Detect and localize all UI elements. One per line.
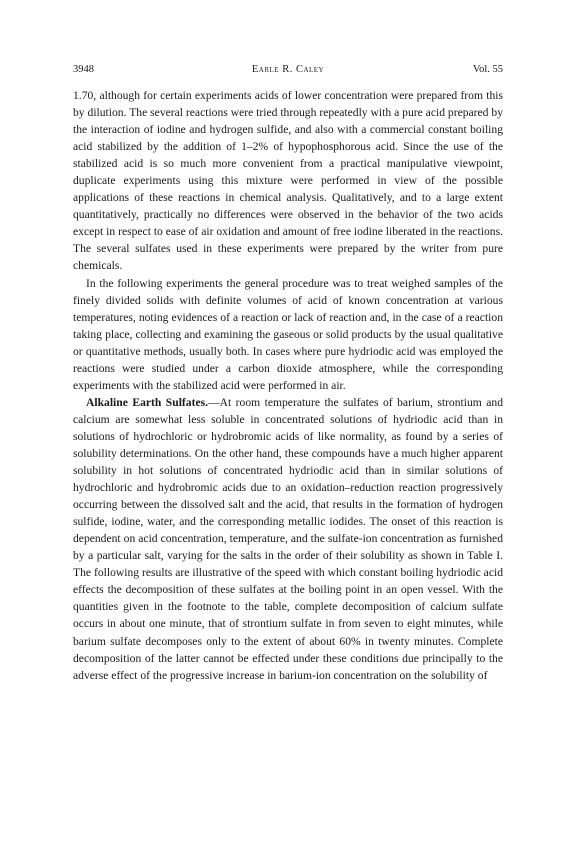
journal-page xyxy=(73,62,503,684)
running-header xyxy=(73,62,503,78)
volume-label: Vol. 55 xyxy=(472,64,503,75)
page-number: 3948 xyxy=(73,64,94,75)
paragraph-alkaline-earth-sulfates xyxy=(73,394,503,684)
paragraph: 1.70, although for certain experiments acids of lower concentration were prepared from this by dilution. The several reactions were tried through repeatedly with a pure acid prepared by the interaction of iodine and hydrogen sulfide, and also with a commercial constant boiling acid stabilized by the addition of 1–2% of hypophosphorous acid. Since the use of the stabilized acid is so much more convenient from a practical manipulative viewpoint, duplicate experiments using this mixture were performed in view of the possible applications of these reactions in chemical analysis. Qualitatively, and to a large extent quantitatively, practically no differences were observed in the behavior of the two acids except in respect to ease of air oxidation and amount of free iodine liberated in the reactions. The several sulfates used in these experiments were prepared by the writer from pure chemicals. xyxy=(73,89,503,273)
paragraph: In the following experiments the general procedure was to treat weighed samples of the finely divided solids with definite volumes of acid of known concentration at various temperatures, noting evidences of a reaction or lack of reaction and, in the case of a reaction taking place, collecting and examining the gaseous or solid products by the usual qualitative or quantitative methods, usually both. In cases where pure hydriodic acid was employed the reactions were studied under a carbon dioxide atmosphere, while the corresponding experiments with the stabilized acid were performed in air. xyxy=(73,276,503,392)
section-heading: Alkaline Earth Sulfates. xyxy=(86,395,209,409)
paragraph-text: —At room temperature the sulfates of barium, strontium and calcium are somewhat less soluble in concentrated solutions of hydriodic acid than in solutions of hydrochloric or hydrobromic acids of like normality, as found by a series of solubility determinations. On the other hand, these compounds have a much higher apparent solubility in hot solutions of concentrated hydriodic acid than in similar solutions of hydrochloric and hydrobromic acids due to an oxidation–reduction reaction progressively occurring between the dissolved salt and the acid, that results in the formation of hydrogen sulfide, iodine, water, and the corresponding metallic iodides. The onset of this reaction is dependent on acid concentration, temperature, and the sulfate-ion concentration as furnished by a particular salt, varying for the salts in the order of their solubility as shown in Table I. The following results are illustrative of the speed with which constant boiling hydriodic acid effects the decomposition of these sulfates at the boiling point in an open vessel. With the quantities given in the footnote to the table, complete decomposition of calcium sulfate occurs in about one minute, that of strontium sulfate in from seven to eight minutes, while barium sulfate decomposes only to the extent of about 60% in twenty minutes. Complete decomposition of the latter cannot be effected under these conditions due principally to the adverse effect of the progressive increase in barium-ion concentration on the solubility of xyxy=(73,395,503,682)
running-author: Earle R. Caley xyxy=(251,64,325,75)
article-body xyxy=(73,87,503,684)
